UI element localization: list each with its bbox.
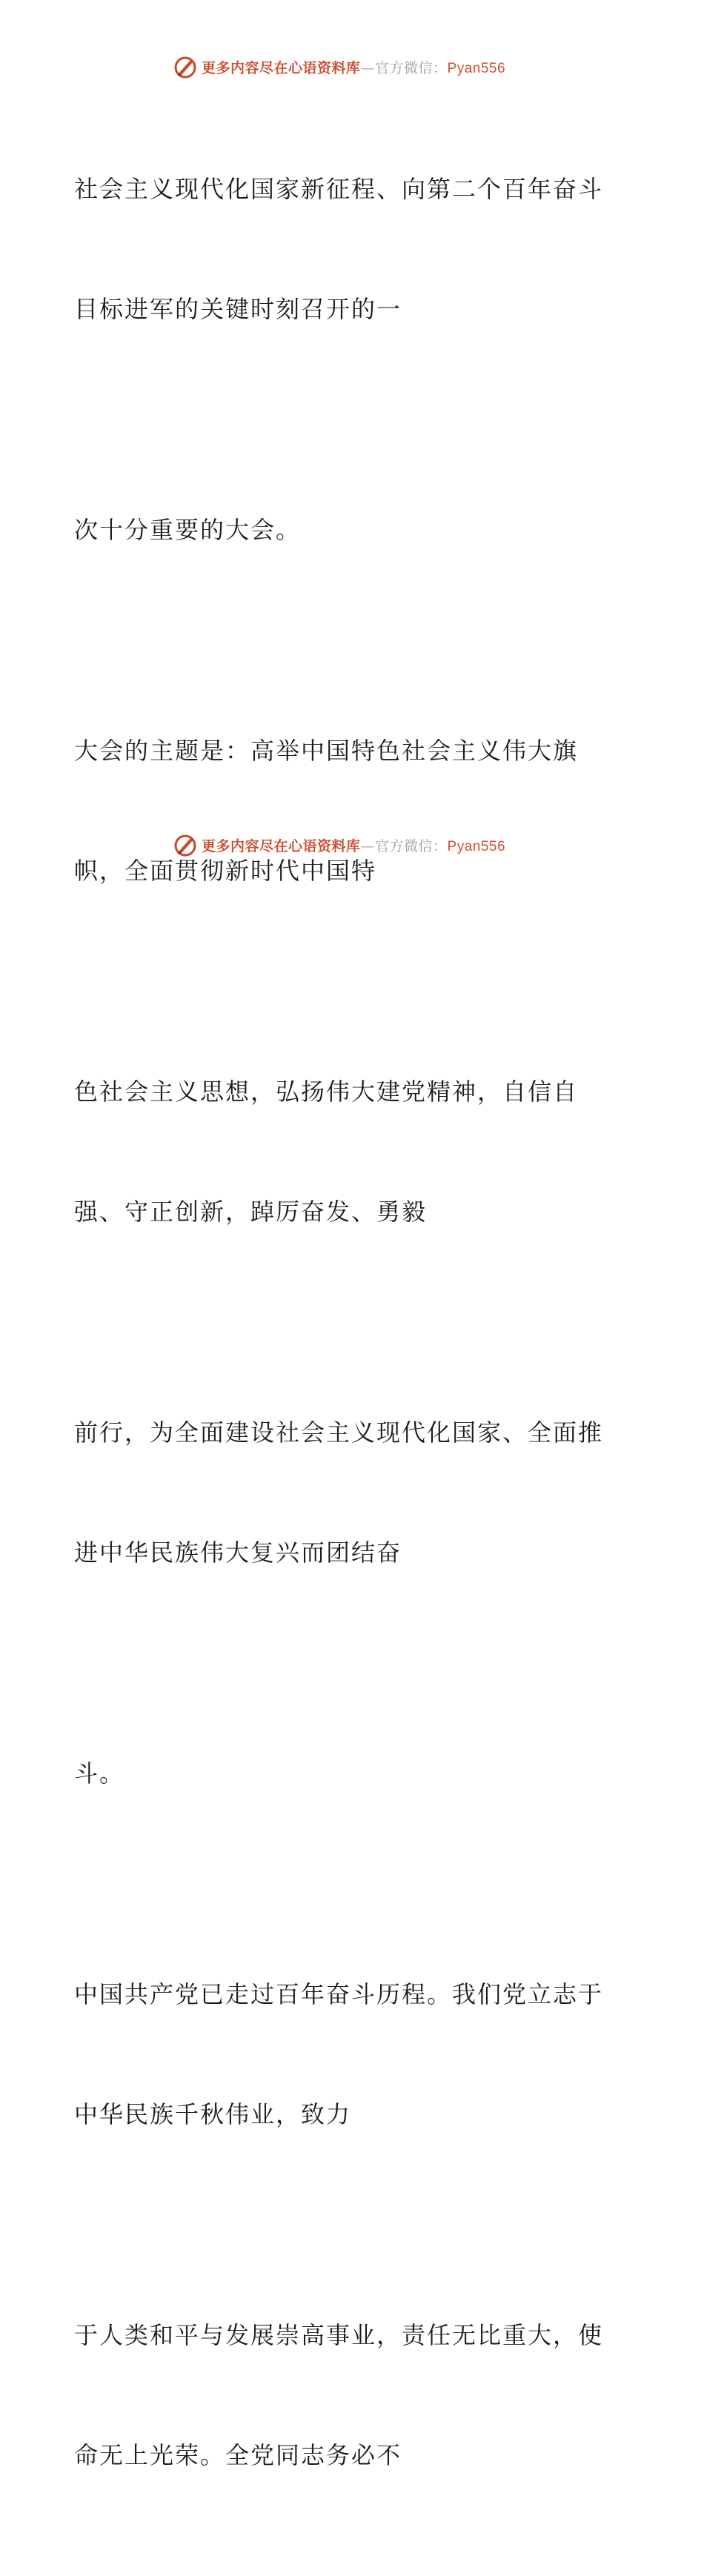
text-line: 强、守正创新，踔厉奋发、勇毅 bbox=[74, 1198, 428, 1226]
text-line: 斗。 bbox=[74, 1759, 125, 1787]
watermark-main: 更多内容尽在心语资料库 bbox=[202, 59, 361, 76]
watermark-main: 更多内容尽在心语资料库 bbox=[202, 837, 361, 854]
paragraph bbox=[74, 1894, 622, 2214]
watermark-dash: — bbox=[360, 59, 376, 76]
header-watermark bbox=[172, 52, 505, 82]
paragraph bbox=[74, 1332, 622, 1653]
watermark-dash: — bbox=[360, 837, 376, 854]
text-line: 大会的主题是：高举中国特色社会主义伟大旗 bbox=[74, 737, 579, 765]
text-line: 中国共产党已走过百年奋斗历程。我们党立志于 bbox=[74, 1980, 604, 2008]
watermark-sub: 官方微信： bbox=[375, 59, 448, 76]
paragraph bbox=[74, 651, 622, 971]
paragraph bbox=[74, 89, 622, 409]
text-line: 前行，为全面建设社会主义现代化国家、全面推 bbox=[74, 1418, 604, 1447]
watermark-id: Pyan556 bbox=[447, 838, 506, 854]
footer-watermark bbox=[172, 830, 505, 860]
text-line: 中华民族千秋伟业，致力 bbox=[74, 2100, 352, 2128]
pen-logo-icon bbox=[172, 53, 199, 80]
text-line: 社会主义现代化国家新征程、向第二个百年奋斗 bbox=[74, 175, 604, 203]
watermark-text bbox=[202, 835, 505, 855]
text-line: 帜，全面贯彻新时代中国特 bbox=[74, 857, 377, 885]
watermark-text bbox=[202, 57, 505, 77]
paragraph bbox=[74, 2235, 622, 2555]
paragraph bbox=[74, 992, 622, 1312]
paragraph bbox=[74, 1673, 622, 1873]
watermark-sub: 官方微信： bbox=[375, 837, 448, 854]
paragraph bbox=[74, 430, 622, 630]
text-line: 命无上光荣。全党同志务必不 bbox=[74, 2441, 402, 2469]
text-line: 目标进军的关键时刻召开的一 bbox=[74, 295, 402, 323]
pen-logo-icon bbox=[172, 831, 199, 858]
watermark-id: Pyan556 bbox=[447, 60, 506, 76]
text-line: 进中华民族伟大复兴而团结奋 bbox=[74, 1538, 402, 1567]
text-line: 于人类和平与发展崇高事业，责任无比重大，使 bbox=[74, 2321, 604, 2349]
text-line: 色社会主义思想，弘扬伟大建党精神，自信自 bbox=[74, 1078, 579, 1106]
text-line: 次十分重要的大会。 bbox=[74, 516, 302, 544]
document-body bbox=[74, 89, 622, 2576]
